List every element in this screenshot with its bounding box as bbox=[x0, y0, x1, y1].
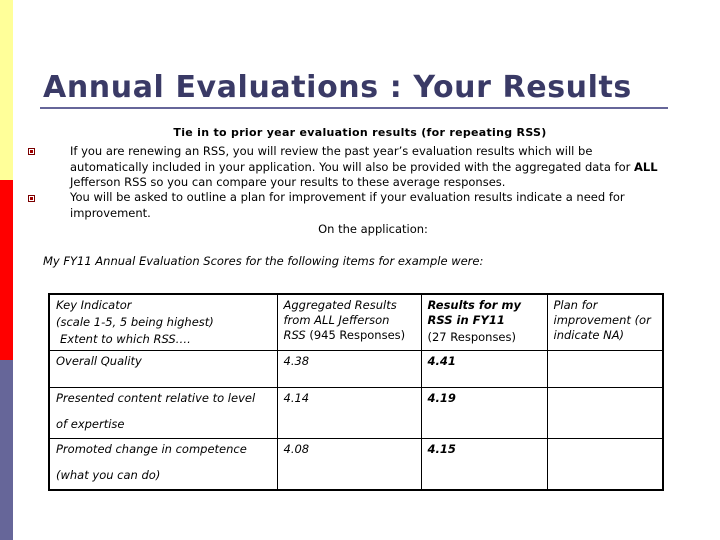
row-aggregated: 4.08 bbox=[277, 439, 421, 491]
bullet-text-2: You will be asked to outline a plan for improvement if your evaluation results indicate a need for improvement. bbox=[70, 190, 625, 220]
row-plan[interactable] bbox=[547, 388, 663, 439]
table-row bbox=[49, 351, 663, 388]
table-row bbox=[49, 439, 663, 491]
header-my-results: Results for my RSS in FY11 (27 Responses) bbox=[421, 294, 547, 351]
bullet-text-1: If you are renewing an RSS, you will review the past year’s evaluation results which will be automatically included in your application. You will also be provided with the aggregated data for ALL Jefferson RSS so you can compare your results to these average responses. bbox=[70, 144, 658, 189]
row-plan[interactable] bbox=[547, 351, 663, 388]
evaluation-table bbox=[48, 293, 664, 491]
table-row bbox=[49, 388, 663, 439]
row-mine: 4.41 bbox=[421, 351, 547, 388]
header-aggregated: Aggregated Results from ALL Jefferson RSS (945 Responses) bbox=[277, 294, 421, 351]
table-header-row bbox=[49, 294, 663, 351]
bullet-square-icon bbox=[28, 195, 35, 202]
stripe-purple bbox=[0, 360, 13, 540]
example-intro: My FY11 Annual Evaluation Scores for the following items for example were: bbox=[43, 254, 484, 268]
row-indicator: Promoted change in competence (what you can do) bbox=[49, 439, 277, 491]
row-indicator: Presented content relative to level of expertise bbox=[49, 388, 277, 439]
subheading: Tie in to prior year evaluation results (for repeating RSS) bbox=[173, 126, 547, 139]
row-mine: 4.19 bbox=[421, 388, 547, 439]
row-aggregated: 4.14 bbox=[277, 388, 421, 439]
stripe-yellow bbox=[0, 0, 13, 180]
stripe-red bbox=[0, 180, 13, 360]
row-mine: 4.15 bbox=[421, 439, 547, 491]
slide-title: Annual Evaluations : Your Results bbox=[43, 70, 632, 105]
row-indicator: Overall Quality bbox=[49, 351, 277, 388]
header-plan: Plan for improvement (or indicate NA) bbox=[547, 294, 663, 351]
header-key-indicator: Key Indicator (scale 1-5, 5 being highest) Extent to which RSS…. bbox=[49, 294, 277, 351]
bullet-square-icon bbox=[28, 148, 35, 155]
row-plan[interactable] bbox=[547, 439, 663, 491]
title-underline bbox=[40, 107, 668, 109]
row-aggregated: 4.38 bbox=[277, 351, 421, 388]
application-note: On the application: bbox=[318, 222, 428, 236]
